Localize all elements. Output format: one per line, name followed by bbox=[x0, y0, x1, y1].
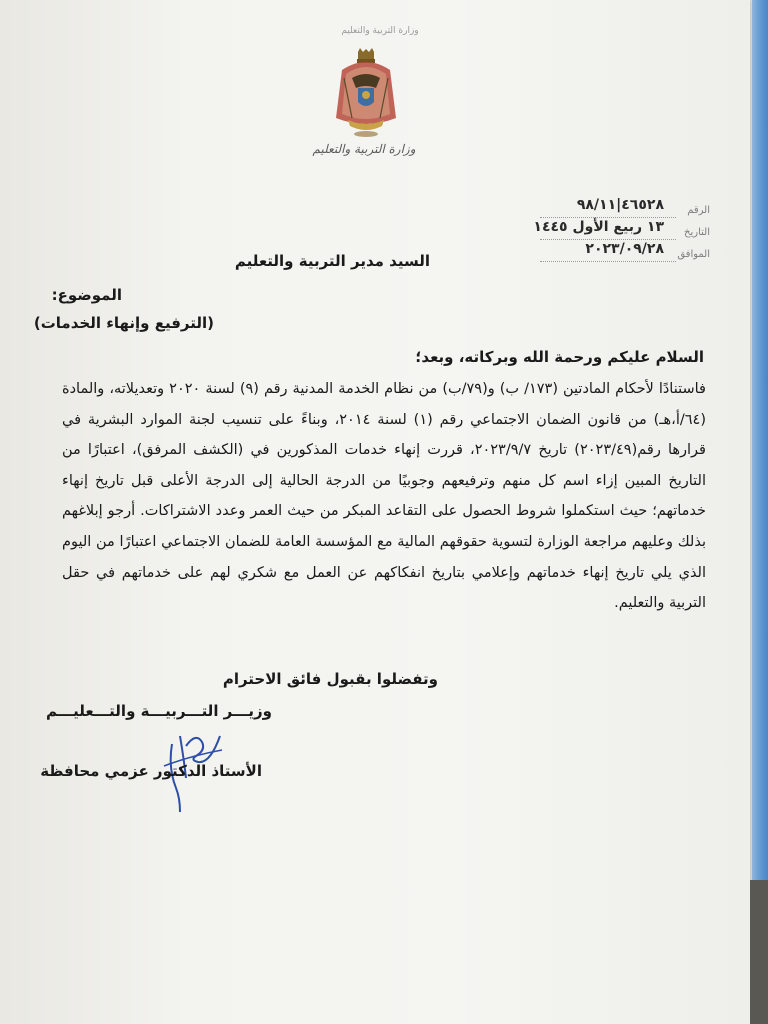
gregorian-value: ٢٠٢٣/٠٩/٢٨ bbox=[585, 241, 664, 257]
gregorian-label: الموافق bbox=[677, 249, 710, 260]
hijri-value: ١٣ ربيع الأول ١٤٤٥ bbox=[533, 219, 664, 235]
minister-title: وزيـــر التـــربيـــة والتـــعليـــم bbox=[45, 702, 272, 720]
gregorian-line bbox=[540, 261, 676, 262]
ministry-name: وزارة التربية والتعليم bbox=[312, 142, 416, 156]
number-label: الرقم bbox=[687, 205, 710, 216]
meta-row-gregorian bbox=[540, 240, 716, 262]
background-edge bbox=[752, 0, 768, 1024]
subject-text: (الترفيع وإنهاء الخدمات) bbox=[33, 314, 214, 332]
coat-of-arms-icon bbox=[330, 48, 402, 140]
meta-row-number bbox=[540, 196, 716, 218]
meta-row-hijri bbox=[533, 218, 716, 240]
closing-line: وتفضلوا بقبول فائق الاحترام bbox=[222, 670, 438, 688]
number-value: ٤٦٥٢٨|٩٨/١١ bbox=[576, 197, 664, 213]
letter-body: فاستنادًا لأحكام المادتين (١٧٣/ ب) و(٧٩/ب) من نظام الخدمة المدنية رقم (٩) لسنة ٢٠٢٠ وتعديلاته، والمادة (٦٤/أ،هـ) من قانون الضمان الاجتماعي رقم (١) لسنة ٢٠١٤، وبناءً على تنسيب لجنة الموارد البشرية في قرارها رقم(٢٠٢٣/٤٩) تاريخ ٢٠٢٣/٩/٧، قررت إنهاء خدمات المذكورين في (الكشف المرفق)، اعتبارًا من التاريخ المبين إزاء اسم كل منهم وترفيعهم وجوبيًا من الدرجة الحالية إلى الدرجة الأعلى قبل تاريخ إنهاء خدماتهم؛ حيث استكملوا شروط الحصول على التقاعد المبكر من حيث العمر وعدد الاشتراكات. أرجو إبلاغهم بذلك وعليهم مراجعة الوزارة لتسوية حقوقهم المالية مع المؤسسة العامة للضمان الاجتماعي اعتبارًا من اليوم الذي يلي تاريخ إنهاء خدماتهم وإعلامي بتاريخ انفكاكهم عن العمل مع شكري لهم على خدماتهم في حقل التربية والتعليم. bbox=[62, 381, 706, 612]
header-script: وزارة التربية والتعليم bbox=[341, 26, 419, 36]
subject-label: الموضوع: bbox=[51, 286, 122, 304]
hijri-label: التاريخ bbox=[684, 227, 710, 238]
greeting: السلام عليكم ورحمة الله وبركاته، وبعد؛ bbox=[415, 348, 704, 366]
reference-block bbox=[533, 196, 716, 270]
minister-name: الأستاذ الدكتور عزمي محافظة bbox=[40, 762, 262, 780]
addressee: السيد مدير التربية والتعليم bbox=[234, 252, 430, 270]
background-edge-bottom bbox=[750, 880, 768, 1024]
